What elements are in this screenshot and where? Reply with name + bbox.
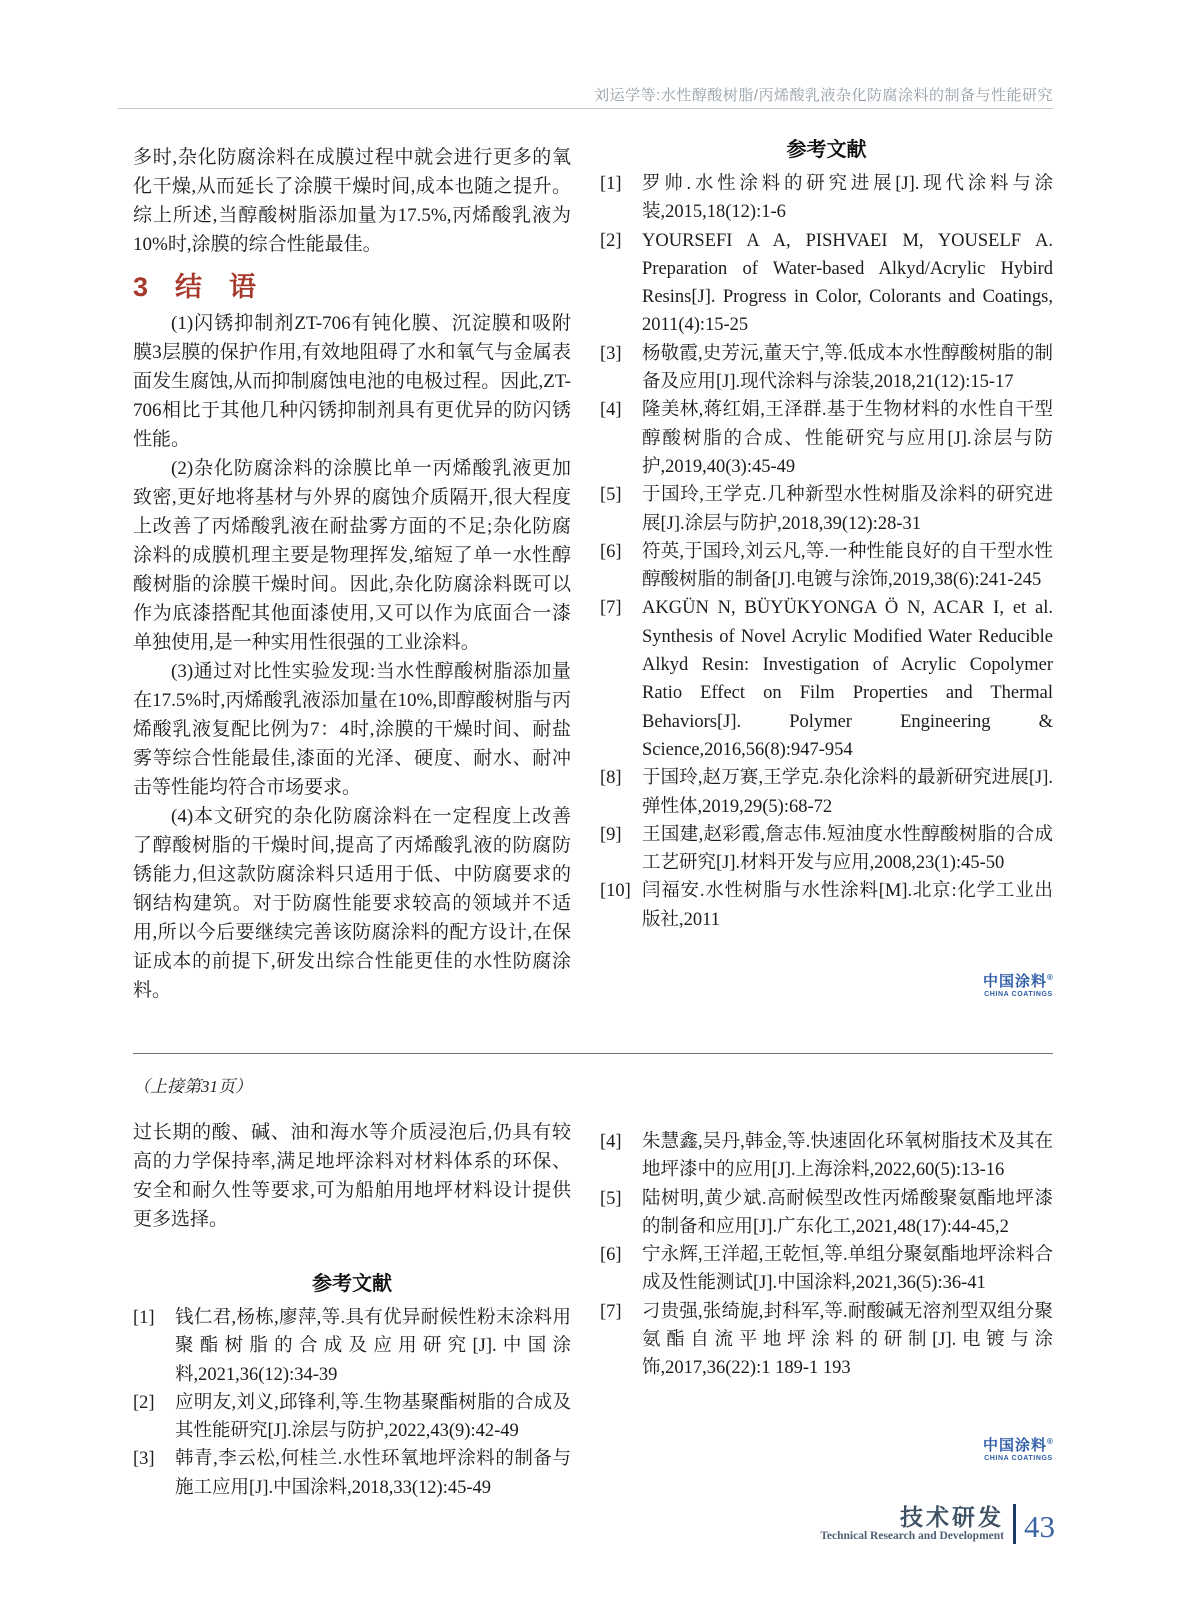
reference-number: [6] [600,1245,622,1266]
reference-item [600,594,1053,764]
reference-number: [5] [600,485,622,506]
bottom-left-column [133,1118,571,1502]
china-coatings-wordmark: 中国涂料® [983,973,1054,990]
reference-number: [4] [600,400,622,421]
reference-text: 符英,于国玲,刘云凡,等.一种性能良好的自干型水性醇酸树脂的制备[J].电镀与涂饰,2019,38(6):241-245 [642,541,1053,591]
reference-text: 于国玲,赵万赛,王学克.杂化涂料的最新研究进展[J].弹性体,2019,29(5):68-72 [642,768,1053,817]
footer-section-cn: 技术研发 [900,1504,1004,1530]
reference-text: 王国建,赵彩霞,詹志伟.短油度水性醇酸树脂的合成工艺研究[J].材料开发与应用,2008,23(1):45-50 [642,824,1053,874]
reference-number: [9] [600,824,622,845]
reference-number: [8] [600,768,622,789]
reference-item [600,538,1053,595]
reference-item [600,821,1053,878]
reference-text: 陆树明,黄少斌.高耐候型改性丙烯酸聚氨酯地坪漆的制备和应用[J].广东化工,2021,48(17):44-45,2 [642,1188,1053,1237]
reference-text: 罗帅.水性涂料的研究进展[J].现代涂料与涂装,2015,18(12):1-6 [642,174,1053,223]
reference-number: [6] [600,541,622,562]
reference-number: [2] [133,1392,155,1413]
reference-item [133,1389,571,1446]
reference-item [133,1304,571,1389]
footer-divider [1013,1504,1016,1544]
reference-item [133,1445,571,1502]
reference-number: [3] [600,343,622,364]
references-heading-lower: 参考文献 [312,1273,392,1295]
reference-text: 闫福安.水性树脂与水性涂料[M].北京:化学工业出版社,2011 [642,881,1053,930]
footer-section-title [820,1505,1004,1543]
reference-number: [7] [600,1301,622,1322]
reference-item [600,1298,1053,1383]
reference-number: [7] [600,598,622,619]
reference-text: 刁贵强,张绮旎,封科军,等.耐酸碱无溶剂型双组分聚氨酯自流平地坪涂料的研制[J].电镀与涂饰,2017,36(22):1 189-1 193 [642,1301,1053,1379]
reference-text: AKGÜN N, BÜYÜKYONGA Ö N, ACAR I, et al. Synthesis of Novel Acrylic Modified Water Reducible Alkyd Resin: Investigation of Acrylic Copolymer Ratio Effect on Film Properties and Thermal Behaviors[J]. Polymer Engineering & Science,2016,56(8):947-954 [642,598,1053,760]
continued-paragraph: 过长期的酸、碱、油和海水等介质浸泡后,仍具有较高的力学保持率,满足地坪涂料对材料体系的环保、安全和耐久性等要求,可为船舶用地坪材料设计提供更多选择。 [133,1122,571,1230]
reference-number: [10] [600,881,631,902]
reference-item [600,396,1053,481]
reference-number: [1] [133,1308,155,1328]
reference-item [600,340,1053,397]
china-coatings-logo [983,1433,1054,1463]
reference-number: [4] [600,1132,622,1152]
references-heading: 参考文献 [786,139,867,161]
top-left-column [133,143,571,1005]
china-coatings-subtitle: CHINA COATINGS [984,1455,1053,1462]
reference-text: YOURSEFI A A, PISHVAEI M, YOUSELF A. Preparation of Water-based Alkyd/Acrylic Hybird Resins[J]. Progress in Color, Colorants and Coatings, 2011(4):15-25 [642,230,1053,336]
top-right-column [600,136,1053,934]
running-title: 刘运学等:水性醇酸树脂/丙烯酸乳液杂化防腐涂料的制备与性能研究 [594,87,1053,104]
section-divider-rule [133,1053,1053,1054]
page-footer [820,1501,1055,1547]
reference-item [600,1241,1053,1298]
page-number: 43 [1024,1509,1055,1544]
reference-item [600,481,1053,538]
reference-item [600,877,1053,934]
registered-mark: ® [1047,973,1054,982]
reference-number: [5] [600,1188,622,1209]
reference-text: 宁永辉,王洋超,王乾恒,等.单组分聚氨酯地坪涂料合成及性能测试[J].中国涂料,2021,36(5):36-41 [642,1245,1053,1294]
reference-text: 朱慧鑫,吴丹,韩金,等.快速固化环氧树脂技术及其在地坪漆中的应用[J].上海涂料,2022,60(5):13-16 [642,1132,1053,1181]
reference-item [600,227,1053,340]
reference-text: 应明友,刘义,邱锋利,等.生物基聚酯树脂的合成及其性能研究[J].涂层与防护,2022,43(9):42-49 [175,1392,571,1442]
conclusion-paragraph-4: (4)本文研究的杂化防腐涂料在一定程度上改善了醇酸树脂的干燥时间,提高了丙烯酸乳液的防腐防锈能力,但这款防腐涂料只适用于低、中防腐要求的钢结构建筑。对于防腐性能要求较高的领域并不适用,所以今后要继续完善该防腐涂料的配方设计,在保证成本的前提下,研发出综合性能更佳的水性防腐涂料。 [133,806,571,1001]
reference-text: 韩青,李云松,何桂兰.水性环氧地坪涂料的制备与施工应用[J].中国涂料,2018,33(12):45-49 [175,1449,571,1498]
reference-text: 隆美林,蒋红娟,王泽群.基于生物材料的水性自干型醇酸树脂的合成、性能研究与应用[J].涂层与防护,2019,40(3):45-49 [642,400,1053,477]
section-heading-conclusion: 3 结 语 [133,272,257,302]
reference-number: [1] [600,174,622,194]
china-coatings-wordmark: 中国涂料® [983,1437,1054,1454]
reference-number: [2] [600,230,622,251]
reference-item [600,1128,1053,1185]
reference-item [600,170,1053,227]
conclusion-paragraph-1: (1)闪锈抑制剂ZT-706有钝化膜、沉淀膜和吸附膜3层膜的保护作用,有效地阻碍了水和氧气与金属表面发生腐蚀,从而抑制腐蚀电池的电极过程。因此,ZT-706相比于其他几种闪锈抑制剂具有更优异的防闪锈性能。 [133,313,571,450]
footer-section-en: Technical Research and Development [820,1530,1004,1542]
china-coatings-subtitle: CHINA COATINGS [984,991,1053,998]
conclusion-paragraph-3: (3)通过对比性实验发现:当水性醇酸树脂添加量在17.5%时,丙烯酸乳液添加量在10%,即醇酸树脂与丙烯酸乳液复配比例为7：4时,涂膜的干燥时间、耐盐雾等综合性能最佳,漆面的光泽、硬度、耐水、耐冲击等性能均符合市场要求。 [133,661,571,798]
bottom-right-column [600,1128,1053,1383]
china-coatings-logo [983,969,1054,999]
intro-paragraph: 多时,杂化防腐涂料在成膜过程中就会进行更多的氧化干燥,从而延长了涂膜干燥时间,成本也随之提升。综上所述,当醇酸树脂添加量为17.5%,丙烯酸乳液为10%时,涂膜的综合性能最佳。 [133,147,571,255]
registered-mark: ® [1047,1437,1054,1446]
reference-item [600,1185,1053,1242]
reference-text: 杨敬霞,史芳沅,董天宁,等.低成本水性醇酸树脂的制备及应用[J].现代涂料与涂装,2018,21(12):15-17 [642,343,1053,393]
reference-text: 钱仁君,杨栋,廖萍,等.具有优异耐候性粉末涂料用聚酯树脂的合成及应用研究[J].中国涂料,2021,36(12):34-39 [175,1308,571,1385]
continued-from-note: （上接第31页） [133,1077,252,1096]
reference-item [600,764,1053,821]
conclusion-paragraph-2: (2)杂化防腐涂料的涂膜比单一丙烯酸乳液更加致密,更好地将基材与外界的腐蚀介质隔开,很大程度上改善了丙烯酸乳液在耐盐雾方面的不足;杂化防腐涂料的成膜机理主要是物理挥发,缩短了单一水性醇酸树脂的涂膜干燥时间。因此,杂化防腐涂料既可以作为底漆搭配其他面漆使用,又可以作为底面合一漆单独使用,是一种实用性很强的工业涂料。 [133,458,571,653]
reference-number: [3] [133,1449,155,1470]
reference-text: 于国玲,王学克.几种新型水性树脂及涂料的研究进展[J].涂层与防护,2018,39(12):28-31 [642,485,1053,534]
header-rule [118,108,1053,109]
